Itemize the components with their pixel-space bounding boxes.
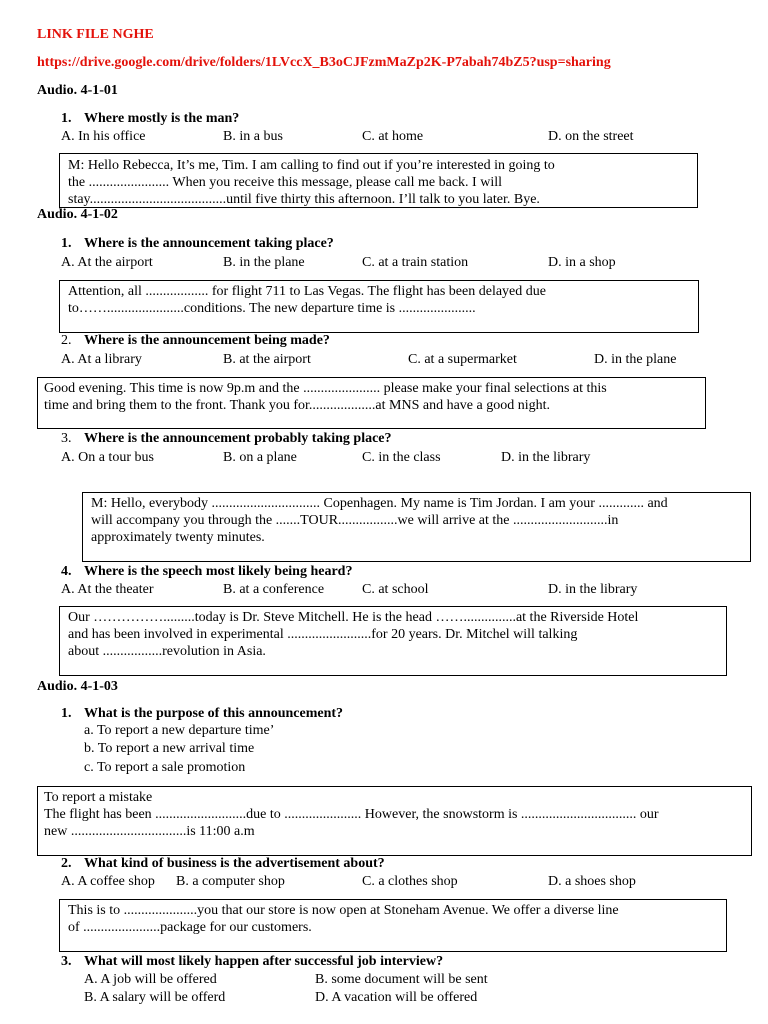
transcript-box <box>82 492 751 562</box>
option-b: B. in a bus <box>223 129 283 144</box>
option-d: D. in the library <box>501 450 591 465</box>
option-d: D. a shoes shop <box>548 874 636 889</box>
transcript-line: Attention, all .................. for flight 711 to Las Vegas. The flight has been delayed due <box>68 284 546 299</box>
transcript-line: Our …………….........today is Dr. Steve Mitchell. He is the head ……...............at the Riverside Hotel <box>68 610 639 625</box>
option-b: B. in the plane <box>223 255 305 270</box>
transcript-line: This is to .....................you that our store is now open at Stoneham Avenue. We offer a diverse line <box>68 903 619 918</box>
drive-link[interactable]: https://drive.google.com/drive/folders/1LVccX_B3oCJFzmMaZp2K-P7abah74bZ5?usp=sharing <box>37 55 611 70</box>
option-a: a. To report a new departure time’ <box>84 723 275 738</box>
question-text: Where is the announcement probably taking place? <box>84 431 392 446</box>
question-number: 2. <box>61 856 72 871</box>
option-d: D. on the street <box>548 129 634 144</box>
option-b: B. at a conference <box>223 582 325 597</box>
option-d: D. in the plane <box>594 352 677 367</box>
section-title-4-1-03: Audio. 4-1-03 <box>37 679 118 694</box>
question-text: Where is the announcement taking place? <box>84 236 334 251</box>
question-number: 4. <box>61 564 72 579</box>
transcript-line: of ......................package for our customers. <box>68 920 312 935</box>
option-d: D. A vacation will be offered <box>315 990 478 1005</box>
section-title-4-1-02: Audio. 4-1-02 <box>37 207 118 222</box>
transcript-box <box>59 280 699 333</box>
transcript-line: To report a mistake <box>44 790 153 805</box>
option-a: A. At the airport <box>61 255 153 270</box>
transcript-line: The flight has been ..........................due to ...................... However, the snowstorm is ................................. our <box>44 807 659 822</box>
option-b: b. To report a new arrival time <box>84 741 255 756</box>
option-c: C. at school <box>362 582 429 597</box>
option-a: A. A job will be offered <box>84 972 217 987</box>
transcript-box <box>37 786 752 856</box>
option-a: A. A coffee shop <box>61 874 155 889</box>
option-c: c. To report a sale promotion <box>84 760 246 775</box>
option-d: D. in the library <box>548 582 638 597</box>
question-number: 2. <box>61 333 72 348</box>
transcript-line: to……......................conditions. The new departure time is ...................... <box>68 301 476 316</box>
question-text: What kind of business is the advertisement about? <box>84 856 385 871</box>
option-b: B. on a plane <box>223 450 297 465</box>
transcript-box <box>59 153 698 208</box>
transcript-line: M: Hello, everybody ............................... Copenhagen. My name is Tim Jordan. I am your ............. and <box>91 496 668 511</box>
question-number: 3. <box>61 431 72 446</box>
transcript-line: the ....................... When you receive this message, please call me back. I will <box>68 175 502 190</box>
transcript-line: time and bring them to the front. Thank you for...................at MNS and have a good night. <box>44 398 550 413</box>
option-c: C. at home <box>362 129 424 144</box>
question-text: Where mostly is the man? <box>84 111 240 126</box>
transcript-box <box>37 377 706 429</box>
option-a: A. In his office <box>61 129 146 144</box>
transcript-line: approximately twenty minutes. <box>91 530 265 545</box>
transcript-line: new .................................is 11:00 a.m <box>44 824 255 839</box>
option-c: C. a clothes shop <box>362 874 458 889</box>
doc-title: LINK FILE NGHE <box>37 27 154 42</box>
option-a: A. At a library <box>61 352 142 367</box>
question-text: What will most likely happen after successful job interview? <box>84 954 444 969</box>
option-c: B. A salary will be offerd <box>84 990 226 1005</box>
transcript-line: stay.......................................until five thirty this afternoon. I’ll talk to you later. Bye. <box>68 192 540 207</box>
transcript-line: about .................revolution in Asia. <box>68 644 266 659</box>
option-a: A. On a tour bus <box>61 450 154 465</box>
option-a: A. At the theater <box>61 582 154 597</box>
section-title-4-1-01: Audio. 4-1-01 <box>37 83 118 98</box>
question-text: Where is the speech most likely being heard? <box>84 564 353 579</box>
transcript-line: will accompany you through the .......TOUR.................we will arrive at the ...........................in <box>91 513 619 528</box>
transcript-box <box>59 899 727 952</box>
option-c: C. in the class <box>362 450 441 465</box>
option-b: B. at the airport <box>223 352 311 367</box>
option-b: B. some document will be sent <box>315 972 488 987</box>
question-number: 1. <box>61 236 72 251</box>
option-b: B. a computer shop <box>176 874 285 889</box>
option-c: C. at a train station <box>362 255 469 270</box>
question-text: What is the purpose of this announcement? <box>84 706 344 721</box>
question-number: 3. <box>61 954 72 969</box>
transcript-box <box>59 606 727 676</box>
transcript-line: and has been involved in experimental ........................for 20 years. Dr. Mitchel will talking <box>68 627 578 642</box>
transcript-line: Good evening. This time is now 9p.m and the ...................... please make your final selections at this <box>44 381 607 396</box>
option-c: C. at a supermarket <box>408 352 517 367</box>
option-d: D. in a shop <box>548 255 616 270</box>
question-number: 1. <box>61 111 72 126</box>
transcript-line: M: Hello Rebecca, It’s me, Tim. I am calling to find out if you’re interested in going to <box>68 158 555 173</box>
question-text: Where is the announcement being made? <box>84 333 330 348</box>
question-number: 1. <box>61 706 72 721</box>
